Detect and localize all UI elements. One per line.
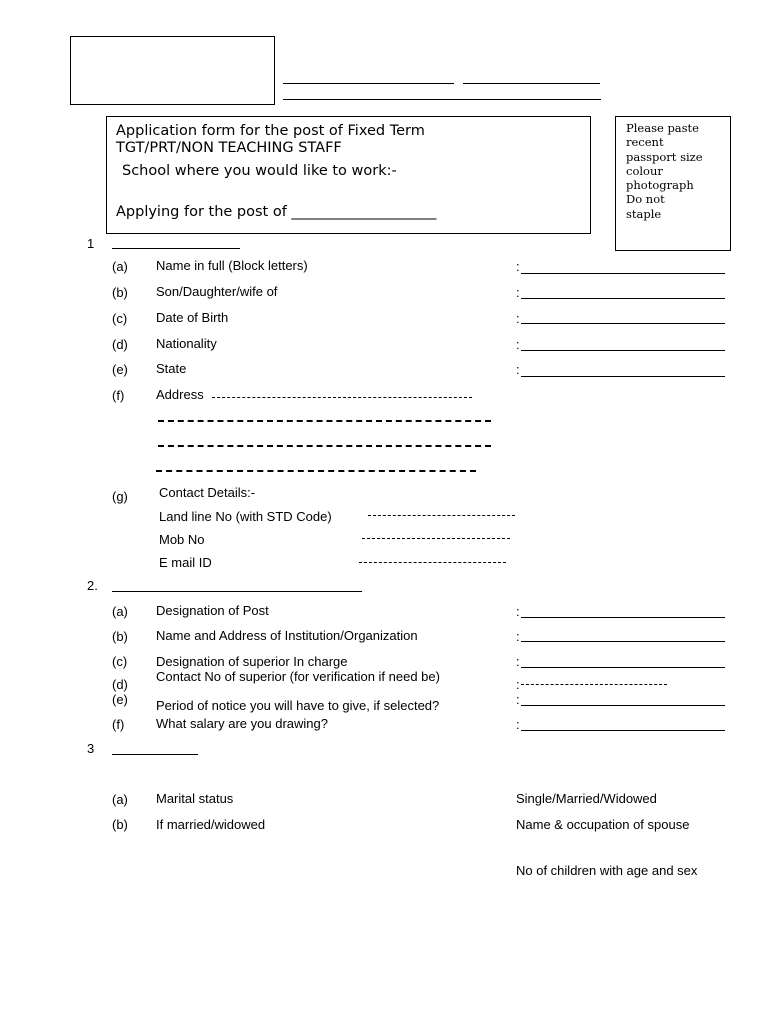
item-colon: : <box>516 285 520 300</box>
header-blank-2 <box>463 83 600 84</box>
item-letter: (e) <box>112 362 128 377</box>
address-line-1[interactable] <box>212 397 472 398</box>
item-letter: (a) <box>112 604 128 619</box>
item-label: Son/Daughter/wife of <box>156 284 278 299</box>
item-letter: (c) <box>112 311 128 326</box>
marital-options: Single/Married/Widowed <box>516 791 657 806</box>
item-letter: (d) <box>112 677 128 692</box>
item-letter: (b) <box>112 285 128 300</box>
superior-field[interactable] <box>521 667 725 668</box>
contact-label: Contact Details:- <box>159 485 256 500</box>
institution-field[interactable] <box>521 641 725 642</box>
item-letter: (f) <box>112 388 125 403</box>
address-label: Address <box>156 387 204 402</box>
item-letter: (f) <box>112 717 125 732</box>
item-label: State <box>156 361 187 376</box>
address-line-4[interactable] <box>156 470 476 472</box>
section3-heading-blank <box>112 754 198 755</box>
photo-note-line: colour <box>626 163 663 178</box>
item-letter: (c) <box>112 654 128 669</box>
relation-field[interactable] <box>521 298 725 299</box>
section1-number: 1 <box>87 236 95 251</box>
photo-box <box>615 116 731 251</box>
item-label: Marital status <box>156 791 234 806</box>
landline-field[interactable] <box>368 515 515 516</box>
header-blank-3 <box>283 99 601 100</box>
email-field[interactable] <box>359 562 506 563</box>
mobile-label: Mob No <box>159 532 205 547</box>
name-field[interactable] <box>521 273 725 274</box>
photo-note-line: recent <box>626 135 664 150</box>
photo-note-line: Do not <box>626 192 665 207</box>
item-colon: : <box>516 677 520 692</box>
photo-note-line: Please paste <box>626 121 699 135</box>
item-label: Designation of Post <box>156 603 269 618</box>
item-letter: (e) <box>112 692 128 707</box>
email-label: E mail ID <box>159 555 212 570</box>
logo-box <box>70 36 275 105</box>
spouse-label: Name & occupation of spouse <box>516 817 690 832</box>
item-letter: (d) <box>112 337 128 352</box>
photo-note-line: passport size <box>626 149 703 164</box>
salary-field[interactable] <box>521 730 725 731</box>
item-letter: (b) <box>112 629 128 644</box>
address-line-2[interactable] <box>158 420 491 422</box>
nationality-field[interactable] <box>521 350 725 351</box>
designation-field[interactable] <box>521 617 725 618</box>
photo-note-line: staple <box>626 206 662 221</box>
item-label: Period of notice you will have to give, if selected? <box>156 698 440 713</box>
mobile-field[interactable] <box>362 538 510 539</box>
section2-number: 2. <box>87 578 98 593</box>
section3-number: 3 <box>87 741 95 756</box>
item-label: Name in full (Block letters) <box>156 258 308 273</box>
item-colon: : <box>516 259 520 274</box>
state-field[interactable] <box>521 376 725 377</box>
item-label: Designation of superior In charge <box>156 654 348 669</box>
landline-label: Land line No (with STD Code) <box>159 509 332 524</box>
section2-heading-blank <box>112 591 362 592</box>
form-title-line1: Application form for the post of Fixed Term <box>116 123 425 139</box>
notice-period-field[interactable] <box>521 705 725 706</box>
item-label: Name and Address of Institution/Organization <box>156 628 418 643</box>
post-label: Applying for the post of ____________________ <box>116 204 437 220</box>
address-line-3[interactable] <box>158 445 491 447</box>
dob-field[interactable] <box>521 323 725 324</box>
school-label: School where you would like to work:- <box>122 163 397 179</box>
item-colon: : <box>516 604 520 619</box>
superior-contact-field[interactable] <box>521 684 667 685</box>
section1-heading-blank <box>112 248 240 249</box>
form-title-line2: TGT/PRT/NON TEACHING STAFF <box>116 140 342 156</box>
item-label: Nationality <box>156 336 217 351</box>
item-label: If married/widowed <box>156 817 266 832</box>
photo-note-line: photograph <box>626 178 694 193</box>
photo-note <box>626 121 703 221</box>
item-colon: : <box>516 362 520 377</box>
item-colon: : <box>516 692 520 707</box>
item-label: Date of Birth <box>156 310 229 325</box>
children-label: No of children with age and sex <box>516 863 698 878</box>
title-box <box>106 116 591 234</box>
item-letter: (b) <box>112 817 128 832</box>
item-label: Contact No of superior (for verification if need be) <box>156 669 440 684</box>
item-letter: (a) <box>112 792 128 807</box>
header-blank-1 <box>283 83 454 84</box>
item-letter: (g) <box>112 489 128 504</box>
item-colon: : <box>516 717 520 732</box>
item-colon: : <box>516 311 520 326</box>
item-letter: (a) <box>112 259 128 274</box>
item-colon: : <box>516 337 520 352</box>
item-label: What salary are you drawing? <box>156 716 328 731</box>
item-colon: : <box>516 629 520 644</box>
item-colon: : <box>516 654 520 669</box>
